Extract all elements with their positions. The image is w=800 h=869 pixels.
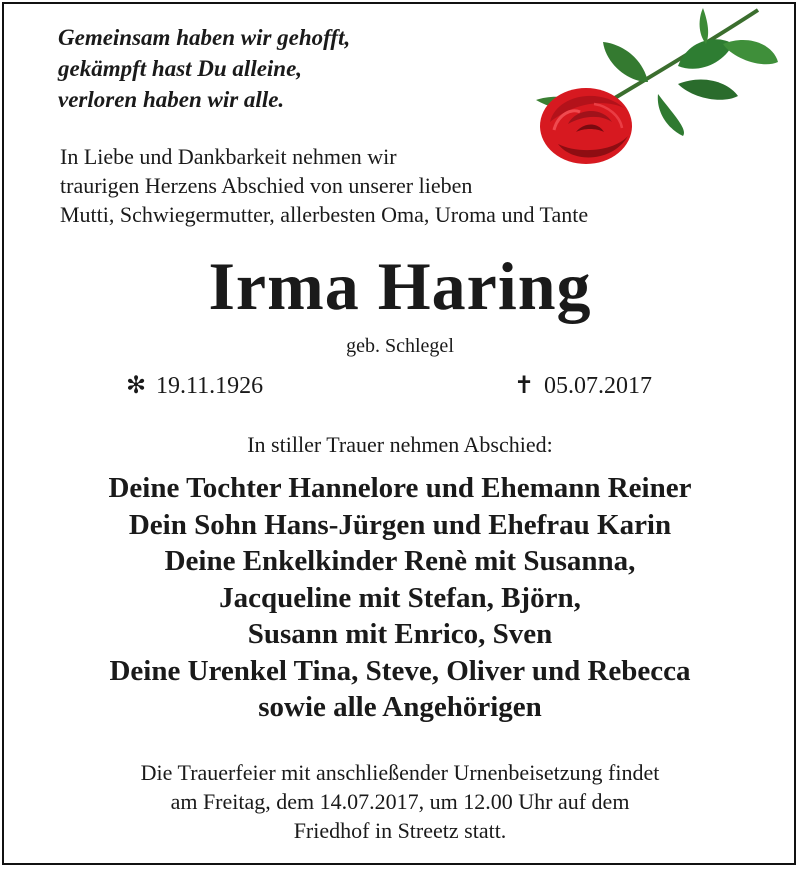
service-line: Die Trauerfeier mit anschließender Urnenbeisetzung findet: [140, 760, 660, 785]
birth-date-row: [124, 370, 263, 402]
rose-leaf: [723, 40, 778, 64]
service-info: [0, 758, 800, 845]
mourner-line: Deine Tochter Hannelore und Ehemann Reiner: [108, 472, 692, 504]
intro-line: Mutti, Schwiegermutter, allerbesten Oma, Uroma und Tante: [60, 202, 589, 227]
intro-line: In Liebe und Dankbarkeit nehmen wir: [60, 144, 397, 169]
mourner-line: Dein Sohn Hans-Jürgen und Ehefrau Karin: [128, 508, 672, 541]
mourners-intro: In stiller Trauer nehmen Abschied:: [247, 432, 553, 457]
mourner-line: Susann mit Enrico, Sven: [247, 618, 553, 650]
star-icon: ✻: [125, 373, 147, 399]
verse: [58, 22, 350, 115]
cross-icon: ✝: [513, 373, 535, 399]
rose-leaf: [603, 42, 648, 82]
intro-line: traurigen Herzens Abschied von unserer lieben: [60, 173, 473, 198]
mourner-line: Jacqueline mit Stefan, Björn,: [219, 581, 581, 614]
rose-leaf: [678, 80, 738, 100]
verse-line: Gemeinsam haben wir gehofft,: [58, 25, 351, 50]
mourner-line: Deine Urenkel Tina, Steve, Oliver und Rebecca: [109, 654, 691, 687]
death-date-row: [512, 370, 652, 402]
intro: [60, 142, 588, 229]
service-line: am Freitag, dem 14.07.2017, um 12.00 Uhr auf dem: [170, 789, 630, 814]
rose-leaf: [700, 8, 709, 44]
death-date: 05.07.2017: [544, 373, 652, 399]
maiden-name: geb. Schlegel: [346, 335, 454, 357]
verse-line: verloren haben wir alle.: [58, 87, 285, 112]
birth-date: 19.11.1926: [156, 373, 264, 399]
verse-line: gekämpft hast Du alleine,: [58, 56, 303, 81]
mourners-list: [0, 470, 800, 726]
rose-leaf: [658, 94, 684, 136]
deceased-name: Irma Haring: [208, 248, 592, 324]
mourner-line: Deine Enkelkinder Renè mit Susanna,: [164, 545, 636, 577]
mourner-line: sowie alle Angehörigen: [258, 691, 542, 723]
service-line: Friedhof in Streetz statt.: [293, 818, 507, 843]
